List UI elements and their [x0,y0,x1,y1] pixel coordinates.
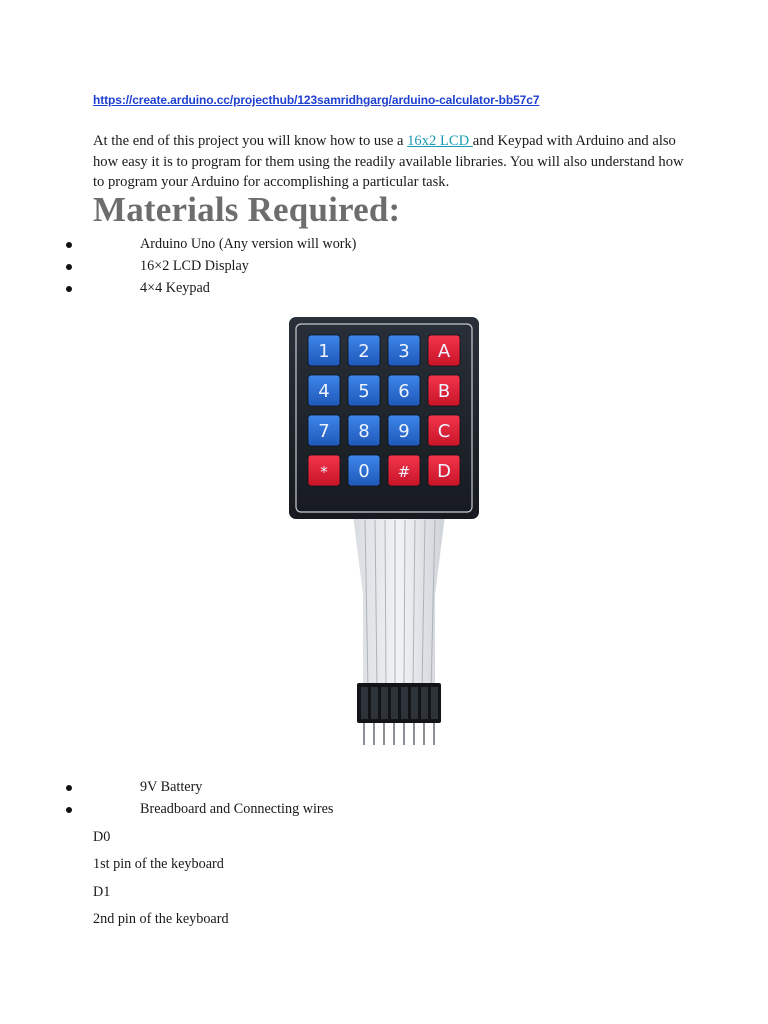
bullet-icon [66,264,72,270]
intro-paragraph [93,131,693,193]
keypad-photo [275,305,525,755]
material-label: 16×2 LCD Display [140,258,249,274]
ribbon-cable [353,515,445,690]
keypad-key-label: 9 [398,421,410,442]
bullet-icon [66,286,72,292]
keypad-key-label: 1 [318,341,330,362]
bullet-icon [66,242,72,248]
material-label: Arduino Uno (Any version will work) [140,236,357,252]
keypad-key-label: B [437,381,451,402]
bullet-icon [66,807,72,813]
material-label: 4×4 Keypad [140,280,210,296]
pin-header-connector [357,683,441,745]
pin-description: 2nd pin of the keyboard [93,911,229,927]
keypad-key-label: * [320,463,328,481]
material-label: 9V Battery [140,779,203,795]
keypad-key-label: 2 [358,341,370,362]
materials-heading: Materials Required: [93,190,401,229]
keypad-key-label: C [437,421,451,442]
pin-description: 1st pin of the keyboard [93,856,224,872]
keypad-key-label: 6 [398,381,410,402]
bullet-icon [66,785,72,791]
intro-text-end: and Keypad with Arduino and also how easy it is to program for them using the readily available libraries. You will also understand how to program your Arduino for accomplishing a particular task. [93,133,684,190]
keypad-key-label: 0 [358,461,370,482]
keypad-key-label: 5 [358,381,370,402]
intro-text-start: At the end of this project you will know how to use a [93,133,408,149]
pin-label: D0 [93,829,111,845]
pin-label: D1 [93,884,111,900]
keypad-key-label: D [437,461,451,482]
lcd-link[interactable]: 16x2 LCD [407,133,473,149]
keypad-key-label: 3 [398,341,410,362]
material-label: Breadboard and Connecting wires [140,801,334,817]
keypad-key-label: 7 [318,421,330,442]
project-url-link[interactable]: https://create.arduino.cc/projecthub/123samridhgarg/arduino-calculator-bb57c7 [93,93,540,107]
keypad-key-label: 4 [318,381,330,402]
keypad-key-label: A [437,341,451,362]
keypad-key-label: 8 [358,421,370,442]
keypad-key-label: # [397,463,411,481]
